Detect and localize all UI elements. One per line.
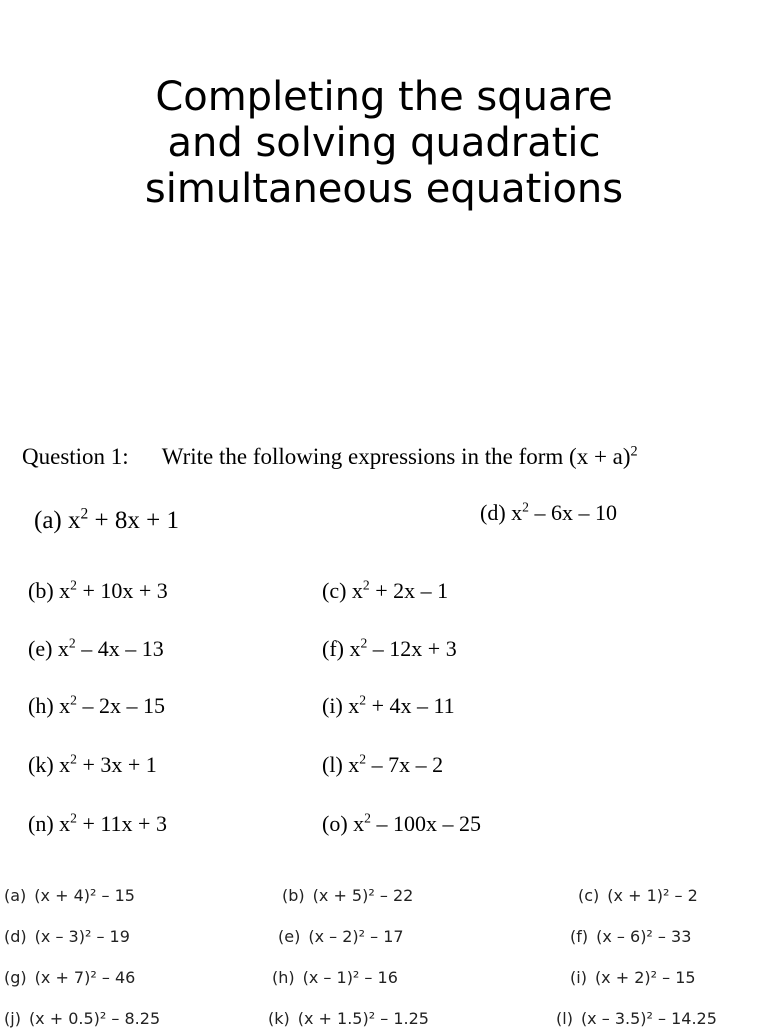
answer-item [556, 1009, 717, 1028]
answer-item [268, 1009, 429, 1028]
answer-value: (x + 1.5)² – 1.25 [297, 1009, 429, 1028]
answer-label: (c) [578, 886, 600, 905]
item-label: (o) [322, 811, 348, 836]
answer-label: (k) [268, 1009, 290, 1028]
answer-value: (x + 2)² – 15 [594, 968, 696, 987]
question-item: (l) $x^2 - 7x - 2$ [322, 751, 444, 777]
answer-value: (x + 0.5)² – 8.25 [28, 1009, 161, 1028]
answer-item [278, 927, 404, 946]
question-item: (b) $x^2 + 10x + 3$ [28, 577, 168, 603]
question-item: (i) $x^2 + 4x - 11$ [322, 692, 455, 718]
answer-item [4, 968, 135, 987]
question-item: (k) $x^2 + 3x + 1$ [28, 751, 157, 777]
answer-value: (x + 4)² – 15 [34, 886, 135, 905]
question-heading [22, 444, 638, 470]
item-label: (e) [28, 636, 53, 661]
item-label: (b) [28, 578, 54, 603]
question-item: (a) $x^2 + 8x + 1$ [34, 505, 179, 534]
question-item: (f) $x^2 - 12x + 3$ [322, 635, 457, 661]
answer-label: (e) [278, 927, 301, 946]
item-label: (i) [322, 693, 343, 718]
question-item: (o) $x^2 - 100x - 25$ [322, 810, 481, 836]
answer-item [578, 886, 698, 905]
question-item: (e) $x^2 - 4x - 13$ [28, 635, 164, 661]
answer-value: (x + 7)² – 46 [34, 968, 136, 987]
answer-value: (x + 5)² – 22 [312, 886, 414, 905]
answer-item [4, 927, 130, 946]
answer-value: (x – 3)² – 19 [34, 927, 130, 946]
answer-label: (j) [4, 1009, 21, 1028]
answer-value: (x – 1)² – 16 [302, 968, 398, 987]
question-label: Question 1: [22, 444, 129, 469]
answer-item [570, 927, 691, 946]
question-item: (c) $x^2 + 2x - 1$ [322, 577, 449, 603]
question-item: (n) $x^2 + 11x + 3$ [28, 810, 167, 836]
page-title [0, 74, 768, 212]
answer-value: (x – 3.5)² – 14.25 [580, 1009, 717, 1028]
title-line-2: and solving quadratic [167, 120, 601, 166]
item-label: (n) [28, 811, 54, 836]
answer-item [282, 886, 413, 905]
item-label: (k) [28, 752, 54, 777]
answer-item [570, 968, 696, 987]
answer-label: (h) [272, 968, 295, 987]
item-label: (l) [322, 752, 343, 777]
answer-item [272, 968, 398, 987]
answer-label: (d) [4, 927, 27, 946]
title-line-3: simultaneous equations [144, 166, 624, 212]
answer-value: (x – 6)² – 33 [596, 927, 692, 946]
question-item: (h) $x^2 - 2x - 15$ [28, 692, 165, 718]
answer-label: (f) [570, 927, 589, 946]
item-label: (a) [34, 507, 62, 534]
answer-label: (l) [556, 1009, 573, 1028]
answer-label: (i) [570, 968, 587, 987]
question-power: 2 [630, 443, 638, 460]
question-item: (d) $x^2 - 6x - 10$ [480, 499, 617, 525]
answer-label: (g) [4, 968, 27, 987]
title-line-1: Completing the square [155, 74, 613, 120]
answer-item [4, 1009, 160, 1028]
answer-label: (b) [282, 886, 305, 905]
item-label: (h) [28, 693, 54, 718]
answer-item [4, 886, 135, 905]
item-label: (f) [322, 636, 344, 661]
question-text: Write the following expressions in the form (x + a) [161, 444, 631, 469]
item-label: (d) [480, 500, 506, 525]
answer-label: (a) [4, 886, 27, 905]
answer-value: (x + 1)² – 2 [607, 886, 698, 905]
item-label: (c) [322, 578, 347, 603]
answer-value: (x – 2)² – 17 [308, 927, 404, 946]
